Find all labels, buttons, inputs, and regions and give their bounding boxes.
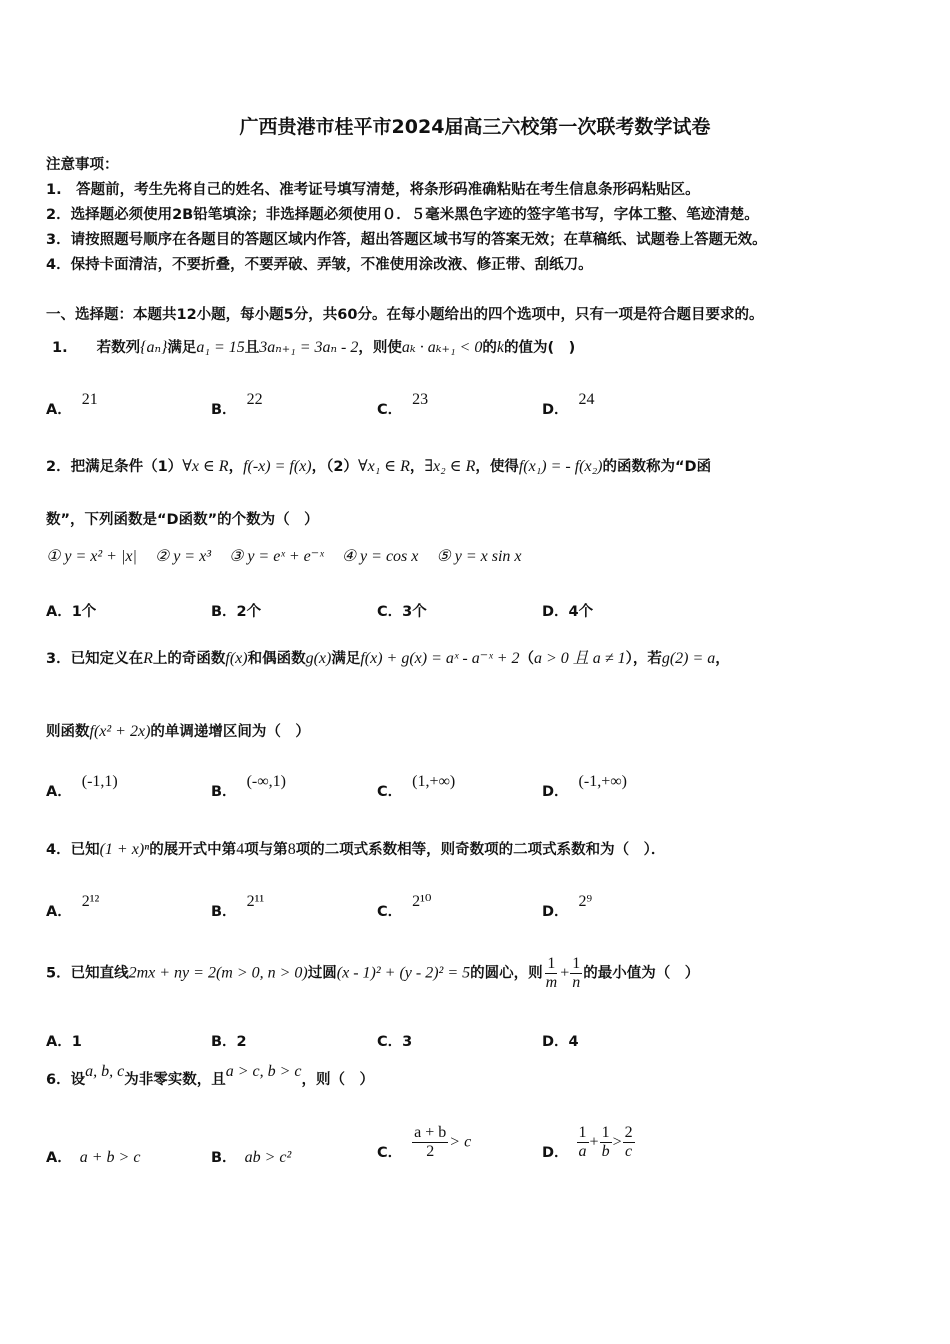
q2-function-list — [46, 546, 522, 566]
q5-text-1: 5．已知直线 — [46, 965, 129, 982]
q3-text-1: 3．已知定义在 — [46, 651, 144, 667]
option-label: A． — [46, 904, 72, 920]
option-value: (-1,+∞) — [578, 773, 627, 790]
denominator: a — [578, 1143, 587, 1160]
q3-func: f(x² + 2x) — [89, 723, 151, 740]
q4-expression: (1 + x)ⁿ — [99, 841, 150, 858]
q5-fraction-2 — [570, 955, 582, 992]
option-value: 2¹⁰ — [412, 893, 432, 910]
q6-text-2: 为非零实数，且 — [124, 1072, 226, 1088]
question-3-line-2 — [46, 720, 310, 741]
q5-line-eq: 2mx + ny = 2 — [128, 964, 216, 982]
q1-cond-2: 3aₙ₊₁ = 3aₙ - 2 — [259, 339, 359, 356]
numerator: 1 — [547, 955, 556, 972]
option-value: ab > c² — [244, 1149, 292, 1166]
q3-option-a[interactable] — [46, 773, 118, 801]
denominator: m — [545, 974, 558, 991]
question-4 — [46, 838, 665, 859]
gt-sign: > — [612, 1133, 622, 1151]
notice-item-3: 3．请按照题号顺序在各题目的答题区域内作答，超出答题区域书写的答案无效；在草稿纸、试题卷上答题无效。 — [46, 232, 767, 248]
option-value: a + b > c — [79, 1149, 141, 1166]
section-heading: 一、选择题：本题共12小题，每小题5分，共60分。在每小题给出的四个选项中，只有一项是符合题目要求的。 — [46, 307, 764, 323]
q2-func-3: ③ y = eˣ + e⁻ˣ — [228, 548, 324, 565]
q4-text-4: 项的二项式系数相等，则奇数项的二项式系数和为（ ）． — [295, 842, 666, 858]
denominator: b — [601, 1143, 610, 1160]
q5-text-3: 的圆心，则 — [470, 965, 543, 982]
option-label: D． — [542, 784, 569, 800]
option-value: (-∞,1) — [246, 773, 286, 790]
q2-func-5: ⑤ y = x sin x — [436, 548, 522, 565]
denominator: c — [625, 1143, 633, 1160]
plus-sign: + — [589, 1133, 599, 1151]
question-1 — [52, 336, 575, 357]
q5-fraction-1 — [544, 955, 560, 992]
q2-cond-3: ∀x₁ ∈ R — [357, 458, 410, 475]
option-value: 2⁹ — [578, 893, 593, 910]
q2-cond-5: f(x₁) = - f(x₂) — [518, 458, 603, 475]
q1-cond-1: a₁ = 15 — [196, 339, 245, 356]
option-rest: > c — [449, 1133, 472, 1151]
q2-text-5: ，使得 — [475, 459, 519, 475]
q2-cond-1: ∀x ∈ R — [182, 458, 229, 475]
q2-text-3: ，（2） — [311, 459, 358, 475]
q5-circle-eq: (x - 1)² + (y - 2)² = 5 — [336, 964, 471, 982]
option-label: A． — [46, 1150, 72, 1166]
q1-option-b[interactable] — [211, 391, 263, 419]
question-2-line-1 — [46, 455, 711, 476]
q5-option-c[interactable]: C．3 — [377, 1034, 413, 1050]
q6-variables: a, b, c — [85, 1063, 125, 1080]
q2-cond-4: ∃x₂ ∈ R — [424, 458, 476, 475]
denominator: 2 — [426, 1143, 435, 1160]
q3-option-b[interactable] — [211, 773, 286, 801]
q2-text-6: 的函数称为“D函 — [602, 459, 712, 475]
q3-text-4: 满足 — [331, 651, 361, 667]
q1-sequence: {aₙ} — [140, 339, 168, 356]
q6-option-a[interactable] — [46, 1146, 140, 1167]
q1-option-a[interactable] — [46, 391, 98, 419]
q6-condition: a > c, b > c — [225, 1063, 302, 1080]
notice-heading: 注意事项： — [46, 157, 119, 173]
q4-text-3: 项与第 — [244, 842, 288, 858]
numerator: a + b — [414, 1124, 447, 1141]
option-value: 2¹¹ — [246, 893, 265, 910]
q1-option-d[interactable] — [542, 391, 595, 419]
q5-plus: + — [560, 964, 570, 982]
q4-option-b[interactable] — [211, 893, 265, 921]
q4-term-4: 4 — [236, 841, 245, 858]
q3-text-8: 则函数 — [46, 724, 90, 740]
question-6 — [46, 1063, 374, 1089]
option-label: C． — [377, 904, 403, 920]
option-label: D． — [542, 402, 569, 418]
q3-option-d[interactable] — [542, 773, 627, 801]
q5-option-d[interactable]: D．4 — [542, 1034, 579, 1050]
q5-text-4: 的最小值为（ ） — [583, 965, 700, 982]
option-value: 21 — [81, 391, 98, 408]
option-label: C． — [377, 402, 403, 418]
q1-cond-3: aₖ · aₖ₊₁ < 0 — [401, 339, 483, 356]
option-label: B． — [211, 402, 237, 418]
q1-text-4: 的 — [482, 340, 497, 356]
q6-d-fraction-2 — [600, 1124, 612, 1161]
q4-option-d[interactable] — [542, 893, 593, 921]
q5-option-b[interactable]: B．2 — [211, 1034, 247, 1050]
option-label: A． — [46, 402, 72, 418]
notice-item-4: 4．保持卡面清洁，不要折叠，不要弄破、弄皱，不准使用涂改液、修正带、刮纸刀。 — [46, 257, 593, 273]
option-value: (1,+∞) — [412, 773, 456, 790]
q3-text-7: ， — [715, 651, 730, 667]
q3-fx: f(x) — [225, 650, 248, 667]
option-label: D． — [542, 1144, 569, 1161]
q1-text-5: 的值为( ) — [503, 340, 576, 356]
q6-option-c[interactable] — [377, 1124, 471, 1161]
numerator: 1 — [572, 955, 581, 972]
q4-option-c[interactable] — [377, 893, 432, 921]
option-label: A． — [46, 784, 72, 800]
q3-text-6: ），若 — [625, 651, 662, 667]
q6-text-1: 6．设 — [46, 1072, 86, 1088]
notice-item-1: 1. 答题前，考生先将自己的姓名、准考证号填写清楚，将条形码准确粘贴在考生信息条形码粘贴区。 — [46, 182, 700, 198]
q2-text-4: ， — [409, 459, 425, 475]
q3-text-3: 和偶函数 — [247, 651, 306, 667]
numerator: 1 — [578, 1124, 587, 1141]
q2-option-b[interactable]: B．2个 — [211, 604, 262, 620]
q6-d-fraction-3 — [623, 1124, 635, 1161]
q3-R: R — [143, 650, 153, 667]
q6-option-b[interactable] — [211, 1146, 291, 1167]
numerator: 2 — [624, 1124, 633, 1141]
q1-option-c[interactable] — [377, 391, 429, 419]
q2-text-2: ， — [228, 459, 244, 475]
question-2-line-2: 数”，下列函数是“D函数”的个数为（ ） — [46, 512, 319, 528]
numerator: 1 — [601, 1124, 610, 1141]
q2-option-a[interactable]: A．1个 — [46, 604, 97, 620]
q3-gx: g(x) — [305, 650, 332, 667]
option-label: B． — [211, 1150, 237, 1166]
q6-option-d[interactable] — [542, 1124, 636, 1161]
option-label: D． — [542, 904, 569, 920]
q5-option-a[interactable]: A．1 — [46, 1034, 82, 1050]
option-label: B． — [211, 904, 237, 920]
q4-option-a[interactable] — [46, 893, 100, 921]
option-label: C． — [377, 1144, 403, 1161]
q1-text-1: 满足 — [167, 340, 197, 356]
q3-equation: f(x) + g(x) = aˣ - a⁻ˣ + 2 — [360, 650, 520, 667]
q5-condition: (m > 0, n > 0) — [215, 964, 308, 982]
q6-text-3: ，则（ ） — [301, 1072, 374, 1088]
option-label: B． — [211, 784, 237, 800]
q1-text-2: 且 — [244, 340, 260, 356]
option-value: 24 — [578, 391, 595, 408]
q2-func-2: ② y = x³ — [154, 548, 211, 565]
option-label: C． — [377, 784, 403, 800]
q4-text-1: 4．已知 — [46, 842, 100, 858]
question-3-line-1 — [46, 645, 730, 668]
option-value: 2¹² — [81, 893, 100, 910]
q6-c-fraction — [412, 1124, 448, 1161]
q3-g2: g(2) = a — [661, 650, 716, 667]
q3-text-2: 上的奇函数 — [152, 651, 226, 667]
q4-text-2: 的展开式中第 — [149, 842, 237, 858]
option-value: 22 — [246, 391, 263, 408]
q3-text-9: 的单调递增区间为（ ） — [150, 724, 310, 740]
q1-k: k — [496, 339, 504, 356]
q3-condition: a > 0 且 a ≠ 1 — [534, 650, 626, 667]
q6-d-fraction-1 — [577, 1124, 589, 1161]
q4-term-8: 8 — [287, 841, 296, 858]
q3-option-c[interactable] — [377, 773, 456, 801]
q2-func-1: ① y = x² + |x| — [46, 548, 137, 565]
q3-text-5: （ — [519, 651, 534, 667]
question-5 — [46, 955, 699, 992]
q2-func-4: ④ y = cos x — [341, 548, 419, 565]
denominator: n — [572, 974, 581, 991]
q1-prefix: 1. 若数列 — [52, 340, 141, 356]
q2-cond-2: f(-x) = f(x) — [243, 458, 312, 475]
page-title: 广西贵港市桂平市2024届高三六校第一次联考数学试卷 — [239, 116, 711, 138]
q2-text-1: 2．把满足条件（1） — [46, 459, 183, 475]
notice-item-2: 2．选择题必须使用2B铅笔填涂；非选择题必须使用０．５毫米黑色字迹的签字笔书写，字体工整、笔迹清楚。 — [46, 207, 759, 223]
q1-text-3: ，则使 — [358, 340, 402, 356]
option-value: (-1,1) — [81, 773, 118, 790]
q2-option-d[interactable]: D．4个 — [542, 604, 594, 620]
option-value: 23 — [412, 391, 429, 408]
q5-text-2: 过圆 — [307, 965, 337, 982]
q2-option-c[interactable]: C．3个 — [377, 604, 427, 620]
